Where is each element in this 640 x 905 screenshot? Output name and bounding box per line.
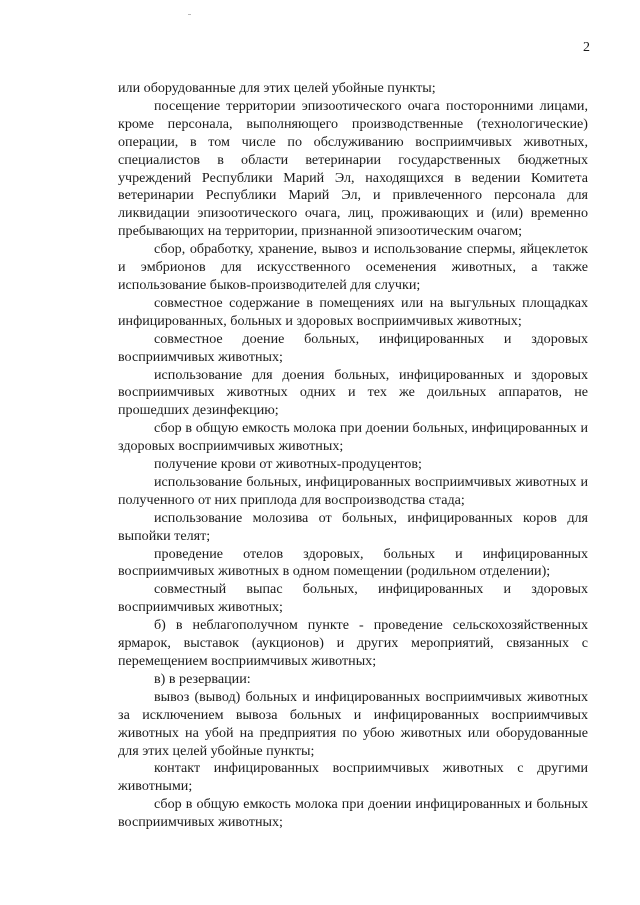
- paragraph: совместное доение больных, инфицированных и здоровых восприимчивых животных;: [118, 330, 588, 365]
- paragraph: б) в неблагополучном пункте - проведение сельскохозяйственных ярмарок, выставок (аукционов) и других мероприятий, связанных с перемещением восприимчивых животных;: [118, 617, 588, 669]
- paragraph: получение крови от животных-продуцентов;: [154, 456, 422, 473]
- scan-artifact: [188, 14, 191, 15]
- page-number: 2: [583, 40, 590, 55]
- paragraph: посещение территории эпизоотического очага посторонними лицами, кроме персонала, выполняющего производственные (технологические) операции, в том числе по обслуживанию восприимчивых животных, специалистов в области ветеринарии государственных бюджетных учреждений Республики Марий Эл, находящихся в ведении Комитета ветеринарии Республики Марий Эл, и привлеченного персонала для ликвидации эпизоотического очага, лиц, проживающих и (или) временно пребывающих на территории, признанной эпизоотическим очагом;: [118, 97, 588, 240]
- paragraph: сбор в общую емкость молока при доении больных, инфицированных и здоровых восприимчивых животных;: [118, 420, 588, 455]
- paragraph: в) в резервации:: [154, 670, 251, 687]
- paragraph: совместный выпас больных, инфицированных и здоровых восприимчивых животных;: [118, 581, 588, 616]
- paragraph: сбор, обработку, хранение, вывоз и использование спермы, яйцеклеток и эмбрионов для искусственного осеменения животных, а также использование быков-производителей для случки;: [118, 241, 588, 293]
- paragraph: или оборудованные для этих целей убойные пункты;: [118, 80, 436, 96]
- paragraph: использование молозива от больных, инфицированных коров для выпойки телят;: [118, 509, 588, 544]
- paragraph: использование для доения больных, инфицированных и здоровых восприимчивых животных одних и тех же доильных аппаратов, не прошедших дезинфекцию;: [118, 366, 588, 419]
- paragraph: вывоз (вывод) больных и инфицированных восприимчивых животных за исключением вывоза больных и инфицированных восприимчивых животных на убой на предприятия по убою животных или оборудованные для этих целей убойные пункты;: [118, 688, 588, 759]
- paragraph: контакт инфицированных восприимчивых животных с другими животными;: [118, 760, 588, 795]
- paragraph: сбор в общую емкость молока при доении инфицированных и больных восприимчивых животных;: [118, 796, 588, 831]
- paragraph: использование больных, инфицированных восприимчивых животных и полученного от них приплода для воспроизводства стада;: [118, 473, 588, 508]
- document-body: [118, 80, 588, 832]
- paragraph: совместное содержание в помещениях или на выгульных площадках инфицированных, больных и здоровых восприимчивых животных;: [118, 294, 588, 329]
- paragraph: проведение отелов здоровых, больных и инфицированных восприимчивых животных в одном помещении (родильном отделении);: [118, 545, 588, 580]
